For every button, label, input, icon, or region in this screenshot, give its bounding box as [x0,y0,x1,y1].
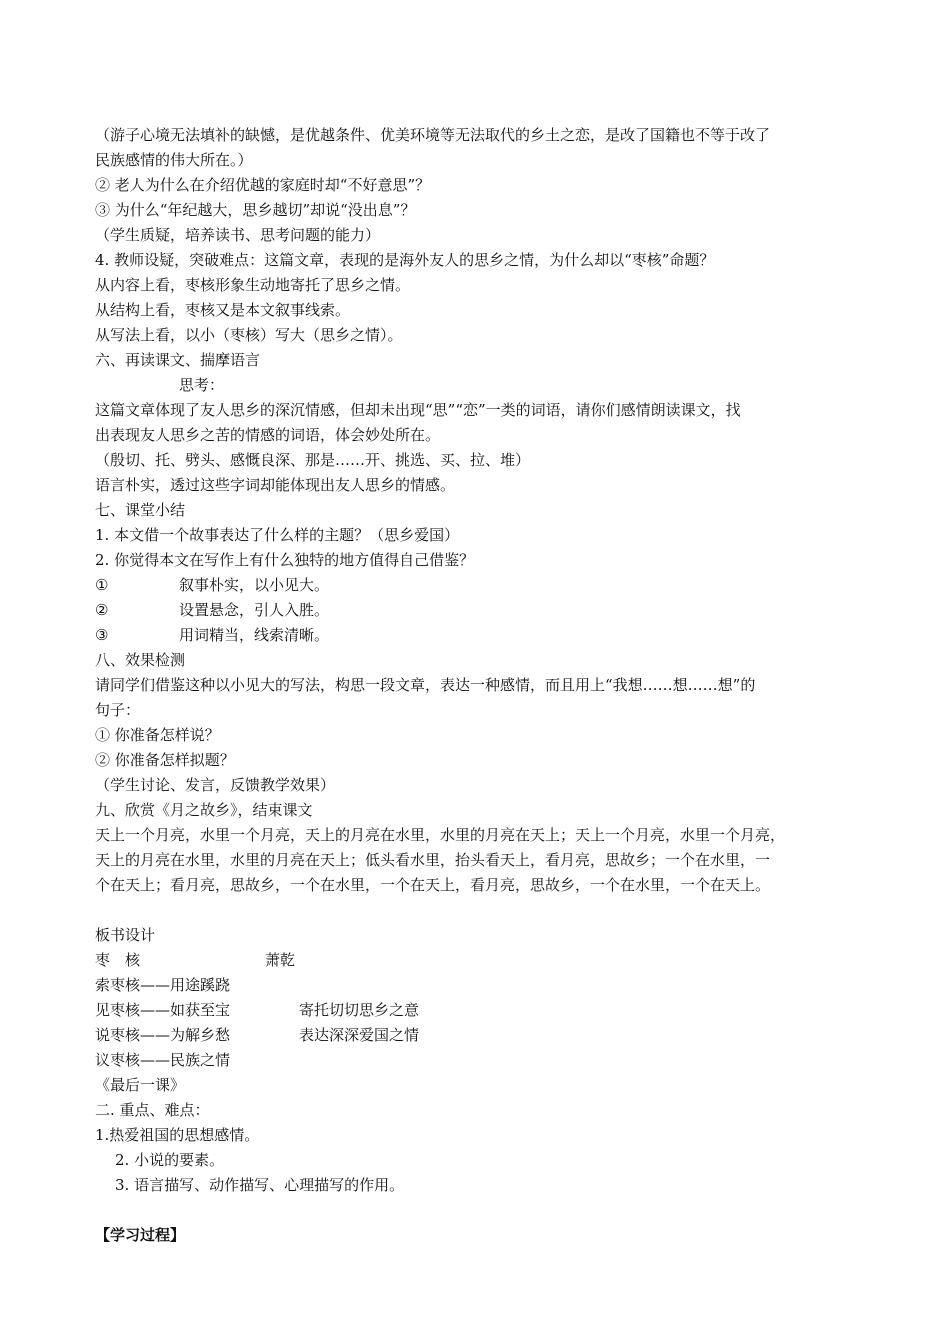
list-marker: ③ [95,626,109,644]
text-line: 1. 本文借一个故事表达了什么样的主题？（思乡爱国） [95,526,460,544]
text-line: 从结构上看，枣核又是本文叙事线索。 [95,301,351,319]
list-item [95,625,329,645]
text-line: 这篇文章体现了友人思乡的深沉情感，但却未出现“思”“恋”一类的词语，请你们感情朗读课文，找 [95,401,741,419]
text-line: 3. 语言描写、动作描写、心理描写的作用。 [115,1176,405,1194]
board-row [95,1025,419,1045]
list-item [95,575,329,595]
section-heading: 八、效果检测 [95,651,186,669]
list-marker: ② [95,601,109,619]
text-line: ① 你准备怎样说？ [95,726,220,744]
list-item [95,600,329,620]
board-title: 枣 核 [95,951,141,969]
board-right: 表达深深爱国之情 [299,1026,420,1044]
text-line: 请同学们借鉴这种以小见大的写法，构思一段文章，表达一种感情，而且用上“我想……想……想”的 [95,676,756,694]
board-left: 见枣核——如获至宝 [95,1001,231,1019]
section-heading: 七、课堂小结 [95,501,186,519]
board-left: 说枣核——为解乡愁 [95,1026,231,1044]
text-line: 二. 重点、难点： [95,1101,210,1119]
section-heading: 【学习过程】 [95,1226,186,1244]
text-line: 4. 教师设疑，突破难点：这篇文章，表现的是海外友人的思乡之情，为什么却以“枣核”命题？ [95,251,715,269]
text-line: 语言朴实，透过这些字词却能体现出友人思乡的情感。 [95,476,456,494]
text-line: （学生质疑，培养读书、思考问题的能力） [95,226,381,244]
board-row [95,1000,419,1020]
text-line: ② 你准备怎样拟题？ [95,751,235,769]
board-right: 寄托切切思乡之意 [299,1001,420,1019]
text-line: （游子心境无法填补的缺憾，是优越条件、优美环境等无法取代的乡土之恋，是改了国籍也不等于改了 [95,126,771,144]
text-line: 索枣核——用途蹊跷 [95,976,231,994]
board-title-row [95,950,295,970]
text-line: （学生讨论、发言，反馈教学效果） [95,776,336,794]
text-line: 个在天上；看月亮，思故乡，一个在水里，一个在天上，看月亮，思故乡，一个在水里，一个在天上。 [95,876,771,894]
text-line: 句子： [95,701,141,719]
text-line: （殷切、托、劈头、感慨良深、那是……开、挑选、买、拉、堆） [95,451,531,469]
text-line: ③ 为什么“年纪越大，思乡越切”却说“没出息”？ [95,201,416,219]
text-line: 出表现友人思乡之苦的情感的词语，体会妙处所在。 [95,426,441,444]
text-line: 天上的月亮在水里，水里的月亮在天上；低头看水里，抬头看天上，看月亮，思故乡；一个在水里，一 [95,851,771,869]
list-text: 用词精当，线索清晰。 [179,626,330,644]
list-text: 叙事朴实，以小见大。 [179,576,330,594]
text-line: 思考： [179,376,225,394]
text-line: 议枣核——民族之情 [95,1051,231,1069]
text-line: 《最后一课》 [95,1076,186,1094]
text-line: 从写法上看，以小（枣核）写大（思乡之情）。 [95,326,403,344]
list-marker: ① [95,576,109,594]
text-line: 1.热爱祖国的思想感情。 [95,1126,260,1144]
list-text: 设置悬念，引人入胜。 [179,601,330,619]
board-author: 萧乾 [265,951,296,969]
text-line: 天上一个月亮，水里一个月亮，天上的月亮在水里，水里的月亮在天上；天上一个月亮，水里一个月亮， [95,826,786,844]
text-line: 民族感情的伟大所在。） [95,151,253,169]
section-heading: 九、欣赏《月之故乡》，结束课文 [95,801,313,819]
text-line: 从内容上看，枣核形象生动地寄托了思乡之情。 [95,276,411,294]
text-line: 2. 你觉得本文在写作上有什么独特的地方值得自己借鉴？ [95,551,475,569]
text-line: ② 老人为什么在介绍优越的家庭时却“不好意思”？ [95,176,431,194]
text-line: 2. 小说的要素。 [115,1151,225,1169]
section-heading: 板书设计 [95,926,156,944]
section-heading: 六、再读课文、揣摩语言 [95,351,261,369]
